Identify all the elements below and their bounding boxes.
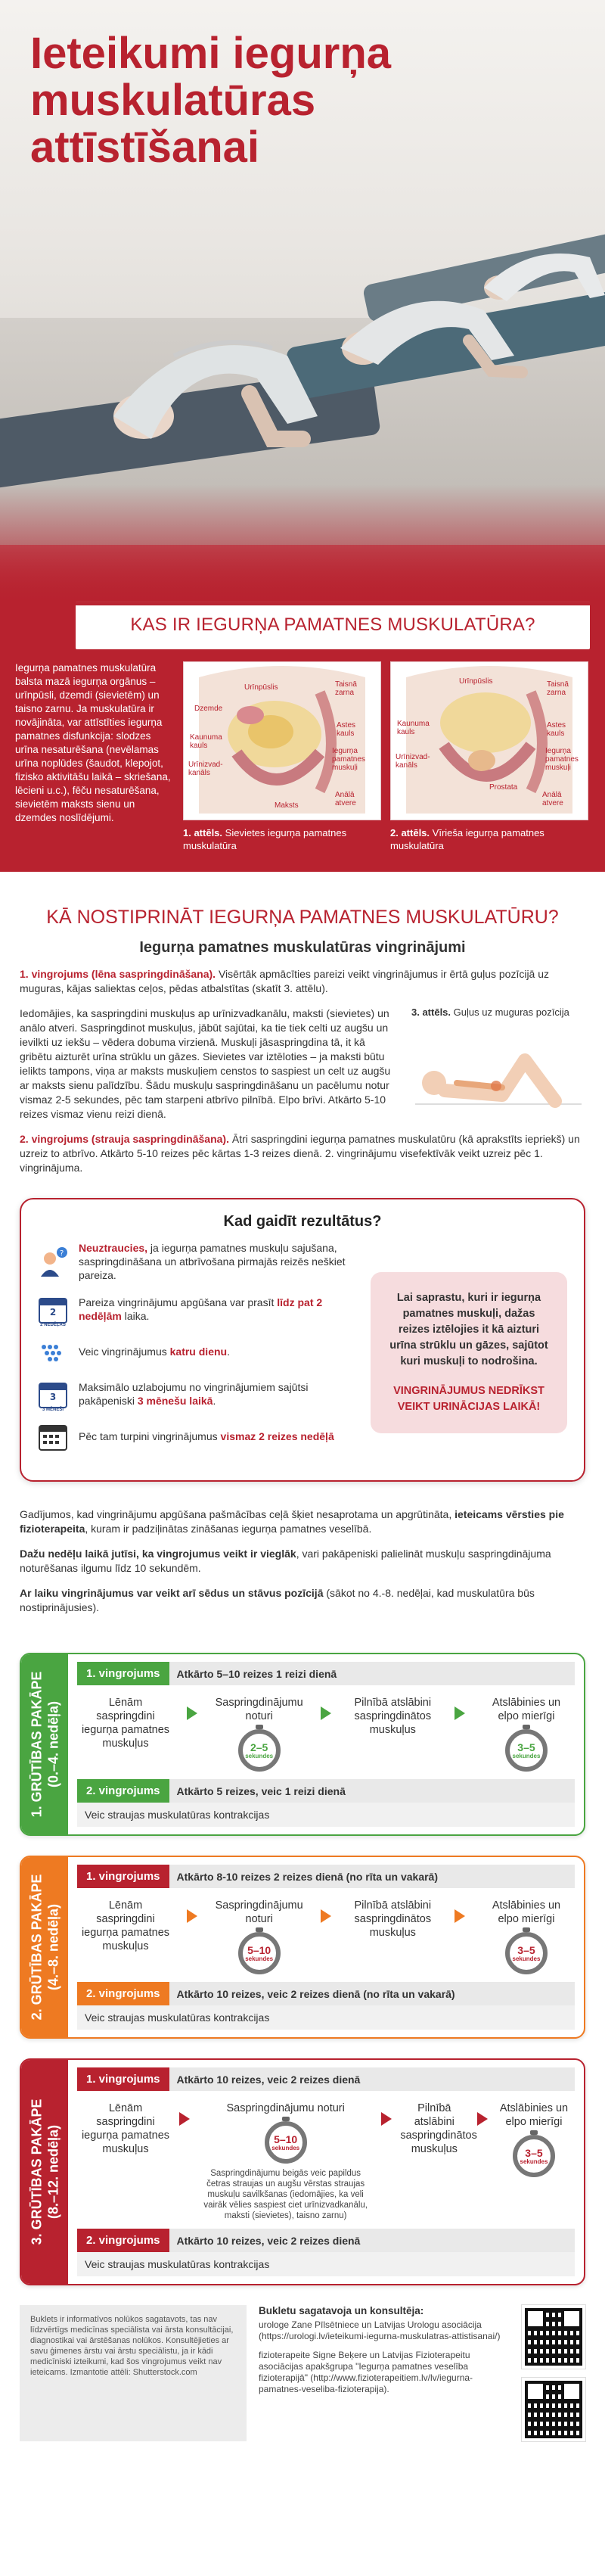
after-p3-a: Ar laiku vingrinājumus var veikt arī sēdus un stāvus pozīcijā bbox=[20, 1587, 324, 1599]
stage-2-ex2-header bbox=[77, 1982, 575, 2005]
stage-2-timer-1-value: 5–10 bbox=[247, 1943, 271, 1956]
after-paragraph-2 bbox=[20, 1547, 585, 1576]
label-vagina: Maksts bbox=[275, 801, 299, 810]
stage-2-step-2 bbox=[214, 1899, 305, 1974]
footer-credit-1: urologe Zane Pīlsētniece un Latvijas Urologu asociācija (https://urologi.lv/ieteikumi-iegurna-muskulatras-attistisanai/) bbox=[259, 2319, 501, 2341]
tip-2-bold: līdz pat 2 nedēļām bbox=[79, 1296, 323, 1322]
results-box bbox=[20, 1198, 585, 1482]
footer bbox=[0, 2305, 605, 2441]
stage-1-step-2-text: Saspringdinājumu noturi bbox=[215, 1697, 303, 1722]
results-body bbox=[38, 1241, 567, 1464]
label-uterus: Dzemde bbox=[194, 705, 223, 713]
arrow-right-icon bbox=[321, 1909, 331, 1923]
figure-1-number: 1. attēls. bbox=[183, 827, 223, 838]
stage-2-step-3: Pilnībā atslābini saspringdinātos muskuļus bbox=[354, 1899, 432, 1939]
label-prostate: Prostata bbox=[489, 783, 518, 792]
tip-3-bold: katru dienu bbox=[169, 1346, 228, 1358]
figure-3 bbox=[411, 996, 585, 1122]
exercise-2-intro-text: Ātri saspringdini iegurņa pamatnes muskulatūru (kā aprakstīts iepriekš) un uzreiz to atbrīvo. Atkārto 5-10 reizes pēc kārtas 1-3 reizes dienā. 2. vingrinājumu visefektīvāk veikt uzreiz pēc 1. vingrinājuma. bbox=[20, 1133, 580, 1174]
footer-credits bbox=[259, 2305, 510, 2441]
stage-3-timer-1-value: 5–10 bbox=[274, 2133, 298, 2145]
label-urethra: Urīnizvad-kanāls bbox=[396, 753, 430, 770]
stage-1-step-3: Pilnībā atslābini saspringdinātos muskuļus bbox=[354, 1697, 432, 1736]
arrow-right-icon bbox=[455, 1706, 465, 1720]
after-paragraph-1 bbox=[20, 1507, 585, 1536]
stage-2-step-4-text: Atslābinies un elpo mierīgi bbox=[492, 1899, 561, 1925]
stage-2-ex2-pill: 2. vingrojums bbox=[77, 1982, 169, 2005]
stage-2-ex1-pill: 1. vingrojums bbox=[77, 1865, 169, 1888]
label-coccyx: Astes kauls bbox=[337, 721, 356, 738]
footer-qr-codes bbox=[522, 2305, 585, 2441]
results-tips bbox=[38, 1241, 355, 1464]
hero-title-line-2: muskulatūras bbox=[30, 76, 316, 125]
tip-4-bold: 3 mēnešu laikā bbox=[137, 1395, 213, 1407]
after-p1-b: ieteicams vērsties pie fizioterapeita bbox=[20, 1508, 564, 1535]
stage-3-timer-2-unit: sekundes bbox=[520, 2158, 548, 2165]
hero-title-line-3: attīstīšanai bbox=[30, 123, 259, 172]
stage-2-step-2-text: Saspringdinājumu noturi bbox=[215, 1899, 303, 1925]
after-p3-b: (sākot no 4.-8. nedēļai, kad muskulatūra būs nostiprinājusies). bbox=[20, 1587, 535, 1613]
svg-text:?: ? bbox=[60, 1249, 64, 1258]
tip-5-body: Pēc tam turpini vingrinājumus bbox=[79, 1430, 221, 1442]
figure-3-caption bbox=[411, 1006, 585, 1018]
stage-1-ex2-pill: 2. vingrojums bbox=[77, 1779, 169, 1803]
hero-fade bbox=[0, 484, 605, 605]
stage-1-timer-1-unit: sekundes bbox=[245, 1752, 274, 1759]
stage-2-timer-1-unit: sekundes bbox=[245, 1955, 274, 1962]
stage-1-step-4 bbox=[481, 1696, 572, 1772]
stage-3-side-line-1: 3. GRŪTĪBAS PAKĀPE bbox=[29, 2098, 45, 2245]
stage-2 bbox=[20, 1856, 585, 2039]
label-rectum: Taisnā zarna bbox=[335, 680, 357, 697]
hero-banner bbox=[0, 0, 605, 605]
male-anatomy-illustration bbox=[390, 661, 588, 820]
tip-5-bold: vismaz 2 reizes nedēļā bbox=[220, 1430, 334, 1442]
stage-1-ex1-text: Atkārto 5–10 reizes 1 reizi dienā bbox=[176, 1667, 337, 1680]
stage-3-main bbox=[68, 2060, 584, 2284]
question-person-icon bbox=[38, 1246, 68, 1277]
stage-2-step-1: Lēnām saspringdini iegurņa pamatnes muskuļus bbox=[81, 1899, 170, 1952]
section-what-is-heading: KAS IR IEGURŅA PAMATNES MUSKULATŪRA? bbox=[76, 601, 590, 649]
after-p1-a: Gadījumos, kad vingrinājumu apgūšana pašmācības ceļā šķiet nesaprotama un apgrūtināta, bbox=[20, 1508, 455, 1520]
stopwatch-icon bbox=[265, 2121, 307, 2164]
stage-3-ex1-header bbox=[77, 2067, 575, 2091]
stage-3 bbox=[20, 2058, 585, 2285]
after-p2-b: , vari pakāpeniski palielināt muskuļu saspringdinājuma noturēšanas ilgumu līdz 10 sekundēm. bbox=[20, 1548, 551, 1574]
label-urethra: Urīnizvad-kanāls bbox=[188, 761, 223, 777]
stage-1 bbox=[20, 1653, 585, 1836]
svg-text:2: 2 bbox=[49, 1307, 57, 1318]
tip-5-text bbox=[79, 1430, 334, 1443]
stage-3-ex2-header bbox=[77, 2229, 575, 2252]
stage-2-timer-2-value: 3–5 bbox=[517, 1943, 535, 1956]
tip-2-text bbox=[79, 1296, 355, 1323]
lying-position-illustration bbox=[411, 1022, 585, 1113]
stage-1-step-2 bbox=[214, 1696, 305, 1772]
arrow-right-icon bbox=[187, 1909, 197, 1923]
tip-2-tail: laika. bbox=[121, 1310, 150, 1322]
section-what-is bbox=[0, 605, 605, 872]
figure-3-number: 3. attēls. bbox=[411, 1006, 451, 1018]
stage-2-ex2-description: Veic straujas muskulatūras kontrakcijas bbox=[77, 2005, 575, 2030]
hero-exercise-illustration bbox=[0, 166, 605, 499]
stage-3-side-line-2: (8.–12. nedēļa) bbox=[45, 2124, 61, 2220]
exercise-2-label: 2. vingrojums (strauja saspringdināšana). bbox=[20, 1133, 229, 1145]
section-how-to-title: KĀ NOSTIPRINĀT IEGURŅA PAMATNES MUSKULATŪRU? bbox=[46, 907, 559, 928]
results-title: Kad gaidīt rezultātus? bbox=[223, 1213, 382, 1230]
exercise-1-detail: Iedomājies, ka saspringdini muskuļus ap urīnizvadkanālu, maksti (sievietes) un anālo atveri. Saspringdinot muskuļus, jābūt sajūtai, ka tie tiek celti uz augšu un ievilkti uz iekšu – vēdera dobuma virzienā. Muskuļi jāsaspringdina tā, it kā gribētu aizturēt urīna strūklu un gāzes. Sievietes var iztēloties – ja maksti būtu ielikts tampons, viņa ar maksts muskuļiem censtos to saspiest un celt uz augšu ar maksts sienu palīdzību. Šādu muskuļu saspringdināšanu un pacēlumu notur vismaz 2-5 sekundes, pēc tam starpeni atbrīvo pilnībā. Elpo brīvi. Atkārto 5-10 reizes vismaz vienu reizi dienā. bbox=[20, 1007, 391, 1120]
stopwatch-icon bbox=[513, 2135, 555, 2177]
exercise-1-intro bbox=[20, 967, 585, 996]
figure-1 bbox=[183, 661, 381, 852]
stage-1-side-line-1: 1. GRŪTĪBAS PAKĀPE bbox=[29, 1671, 45, 1818]
section-how-to-subtitle: Iegurņa pamatnes muskulatūras vingrinājumi bbox=[139, 939, 466, 956]
arrow-right-icon bbox=[187, 1706, 197, 1720]
arrow-right-icon bbox=[381, 2112, 392, 2126]
figure-2 bbox=[390, 661, 588, 852]
stopwatch-icon bbox=[505, 1932, 548, 1974]
label-pubic: Kaunuma kauls bbox=[190, 733, 222, 750]
tip-callout-warning: VINGRINĀJUMUS NEDRĪKST VEIKT URINĀCIJAS LAIKĀ! bbox=[393, 1384, 544, 1413]
tip-2 bbox=[38, 1294, 355, 1327]
stopwatch-icon bbox=[505, 1729, 548, 1772]
tip-1-bold: Neuztraucies, bbox=[79, 1242, 148, 1254]
tip-4-body: Maksimālo uzlabojumu no vingrinājumiem sajūtsi pakāpeniski bbox=[79, 1381, 309, 1407]
calendar-3months-icon bbox=[38, 1379, 68, 1412]
stages bbox=[0, 1653, 605, 2285]
after-p2-a: Dažu nedēļu laikā jutīsi, ka vingrojumus veikt ir vieglāk bbox=[20, 1548, 296, 1560]
stage-3-step-4-text: Atslābinies un elpo mierīgi bbox=[499, 2102, 569, 2128]
stage-3-ex2-pill: 2. vingrojums bbox=[77, 2229, 169, 2252]
label-pubic: Kaunuma kauls bbox=[397, 720, 430, 736]
stage-3-side bbox=[21, 2060, 68, 2284]
stage-3-timer-2-value: 3–5 bbox=[525, 2146, 543, 2159]
tip-3 bbox=[38, 1336, 355, 1367]
calendar-icon bbox=[38, 1421, 68, 1451]
stage-2-step-4 bbox=[481, 1899, 572, 1974]
exercise-2-intro bbox=[20, 1132, 585, 1175]
arrow-right-icon bbox=[455, 1909, 465, 1923]
label-rectum: Taisnā zarna bbox=[547, 680, 569, 697]
label-pelvic: Iegurņa pamatnes muskuļi bbox=[545, 747, 579, 772]
stage-3-step-3: Pilnībā atslābini saspringdinātos muskuļus bbox=[400, 2102, 477, 2155]
tip-1-text bbox=[79, 1241, 355, 1282]
calendar-2weeks-icon bbox=[38, 1294, 68, 1327]
section-what-is-body bbox=[15, 661, 590, 852]
woman-bridge-figure-2 bbox=[340, 301, 522, 372]
tip-2-body: Pareiza vingrinājumu apgūšana var prasīt bbox=[79, 1296, 278, 1308]
after-p1-c: , kuram ir padziļinātas zināšanas iegurņa pamatnes veselībā. bbox=[85, 1523, 372, 1535]
stage-3-ex2-text: Atkārto 10 reizes, veic 2 reizes dienā bbox=[176, 2234, 361, 2247]
hero-title-line-1: Ieteikumi iegurņa bbox=[30, 29, 392, 78]
label-bladder: Urīnpūslis bbox=[244, 683, 278, 692]
stage-1-ex2-header bbox=[77, 1779, 575, 1803]
stage-1-flow bbox=[77, 1685, 575, 1779]
stage-3-ex1-pill: 1. vingrojums bbox=[77, 2067, 169, 2091]
stage-2-ex1-text: Atkārto 8-10 reizes 2 reizes dienā (no rīta un vakarā) bbox=[176, 1870, 439, 1883]
stage-1-step-4-text: Atslābinies un elpo mierīgi bbox=[492, 1697, 561, 1722]
arrow-right-icon bbox=[321, 1706, 331, 1720]
months-label: 3 MĒNEŠI bbox=[42, 1408, 64, 1412]
stage-2-side bbox=[21, 1857, 68, 2037]
stage-1-step-1: Lēnām saspringdini iegurņa pamatnes muskuļus bbox=[81, 1697, 170, 1750]
figure-2-caption bbox=[390, 826, 588, 852]
label-anus: Anālā atvere bbox=[335, 791, 356, 807]
footer-credit-2: fizioterapeite Signe Beķere un Latvijas Fizioterapeitu asociācijas apakšgrupa "Iegurņa pamatnes veselība fizioterapijā" (http://www.fizioterapeitiem.lv/lv/iegurna-pamatnes-veseliba-fizioterapija). bbox=[259, 2350, 473, 2394]
figure-2-caption-text: Vīrieša iegurņa pamatnes muskulatūra bbox=[390, 827, 544, 851]
stage-1-timer-1-value: 2–5 bbox=[250, 1741, 268, 1753]
exercise-1-split bbox=[20, 996, 585, 1122]
label-coccyx: Astes kauls bbox=[547, 721, 566, 738]
qr-code-urologi[interactable] bbox=[522, 2305, 585, 2369]
stage-1-ex1-header bbox=[77, 1662, 575, 1685]
stage-3-ex2-description: Veic straujas muskulatūras kontrakcijas bbox=[77, 2252, 575, 2276]
stopwatch-icon bbox=[238, 1729, 281, 1772]
stopwatch-icon bbox=[238, 1932, 281, 1974]
footer-disclaimer: Buklets ir informatīvos nolūkos sagatavots, tas nav līdzvērtīgs medicīnas speciālista vai ārsta konsultācijai, diagnostikai vai ārstēšanas nolūkos. Konsultējieties ar savu ģimenes ārstu vai ārstu speciālistu, ja ir kādi medicīniski izteikumi, kad šos vingrojumus veikt nav ieteicams. Izmantotie attēli: Shutterstock.com bbox=[20, 2305, 247, 2441]
figure-2-number: 2. attēls. bbox=[390, 827, 430, 838]
stage-1-main bbox=[68, 1654, 584, 1834]
stage-3-step-4 bbox=[496, 2102, 572, 2177]
arrow-right-icon bbox=[179, 2112, 190, 2126]
figure-3-caption-text: Guļus uz muguras pozīcija bbox=[453, 1006, 569, 1018]
label-bladder: Urīnpūslis bbox=[459, 677, 493, 686]
stage-2-main bbox=[68, 1857, 584, 2037]
stage-3-timer-1-unit: sekundes bbox=[271, 2144, 300, 2151]
tip-callout bbox=[371, 1272, 567, 1433]
tip-5 bbox=[38, 1421, 355, 1451]
weeks-label: 2 NEDĒĻAS bbox=[40, 1323, 66, 1327]
stage-3-flow bbox=[77, 2091, 575, 2229]
tip-3-tail: . bbox=[227, 1346, 230, 1358]
stage-2-ex2-text: Atkārto 10 reizes, veic 2 reizes dienā (no rīta un vakarā) bbox=[176, 1987, 455, 2000]
stage-1-side-line-2: (0.–4. nedēļa) bbox=[45, 1700, 61, 1788]
stage-2-side-line-1: 2. GRŪTĪBAS PAKĀPE bbox=[29, 1874, 45, 2021]
figure-1-caption-text: Sievietes iegurņa pamatnes muskulatūra bbox=[183, 827, 347, 851]
after-paragraph-3 bbox=[20, 1586, 585, 1615]
stage-3-note: Saspringdinājumu beigās veic papildus četras straujas un augšu vērstas straujas muskuļu savilkšanas (iedomājies, ka veli vairāk vēlies saspiest ciet urīnizvadkanālu, maksti (sievietes), taisno zarnu) bbox=[203, 2169, 368, 2220]
lying-figure bbox=[411, 1022, 585, 1113]
stage-1-ex1-pill: 1. vingrojums bbox=[77, 1662, 169, 1685]
stage-2-side-line-2: (4.–8. nedēļa) bbox=[45, 1903, 61, 1991]
tip-3-text bbox=[79, 1345, 230, 1358]
stage-2-timer-2-unit: sekundes bbox=[512, 1955, 541, 1962]
label-anus: Anālā atvere bbox=[542, 791, 563, 807]
label-pelvic: Iegurņa pamatnes muskuļi bbox=[332, 747, 365, 772]
stage-1-ex2-text: Atkārto 5 reizes, veic 1 reizi dienā bbox=[176, 1784, 346, 1797]
stage-3-step-1: Lēnām saspringdini iegurņa pamatnes muskuļus bbox=[81, 2102, 170, 2155]
hero-title bbox=[30, 30, 391, 171]
exercise-1-intro-text: Visērtāk apmācīties pareizi veikt vingrinājumus ir ērtā guļus pozīcijā uz muguras, kājas saliektas ceļos, pēdas atbalstītas (skatīt 3. attēlu). bbox=[20, 968, 550, 994]
dots-icon bbox=[38, 1336, 68, 1367]
section-how-to bbox=[0, 872, 605, 1615]
stage-2-ex1-header bbox=[77, 1865, 575, 1888]
stage-3-step-2 bbox=[199, 2102, 373, 2221]
arrow-right-icon bbox=[477, 2112, 488, 2126]
tip-callout-text: Lai saprastu, kuri ir iegurņa pamatnes muskuļi, dažas reizes iztēlojies it kā aizturi urīna strūklu un gāzes, sajūtot kuri muskuļi to nodrošina. bbox=[389, 1291, 548, 1367]
qr-code-fizioterapeiti[interactable] bbox=[522, 2378, 585, 2441]
tip-4-tail: . bbox=[213, 1395, 216, 1407]
svg-text:3: 3 bbox=[49, 1392, 57, 1402]
tip-4 bbox=[38, 1379, 355, 1412]
stage-3-step-2-text: Saspringdinājumu noturi bbox=[226, 2102, 345, 2114]
tip-3-body: Veic vingrinājumus bbox=[79, 1346, 170, 1358]
tip-4-text bbox=[79, 1380, 355, 1408]
woman-bridge-figure-3 bbox=[484, 254, 605, 301]
exercise-1-label: 1. vingrojums (lēna saspringdināšana). bbox=[20, 968, 216, 980]
stage-1-timer-2-value: 3–5 bbox=[517, 1741, 535, 1753]
stage-3-ex1-text: Atkārto 10 reizes, veic 2 reizes dienā bbox=[176, 2073, 361, 2086]
stage-1-timer-2-unit: sekundes bbox=[512, 1752, 541, 1759]
stage-1-side bbox=[21, 1654, 68, 1834]
tip-1 bbox=[38, 1241, 355, 1282]
footer-credits-heading: Bukletu sagatavoja un konsultēja: bbox=[259, 2305, 424, 2316]
female-anatomy-illustration bbox=[183, 661, 381, 820]
tip-1-body: ja iegurņa pamatnes muskuļu sajušana, saspringdināšana un atbrīvošana pirmajās reizēs neškiet pareiza. bbox=[79, 1242, 346, 1281]
stage-1-ex2-description: Veic straujas muskulatūras kontrakcijas bbox=[77, 1803, 575, 1827]
woman-bridge-figure-1 bbox=[113, 342, 318, 439]
stage-2-flow bbox=[77, 1888, 575, 1982]
figure-1-caption bbox=[183, 826, 381, 852]
section-what-is-text: Iegurņa pamatnes muskulatūra balsta mazā iegurņa orgānus – urīnpūsli, dzemdi (sievietēm) un taisno zarnu. Ja muskulatūra ir novājināta, var attīstīties iegurņa pamatnes disfunkcija: slodzes urīna nesaturēšana (nevēlamas urīna noplūdes (šaudot, klepojot, fizisko aktivitāšu laikā – skriešana, lēcieni u.c.), fēču nesaturēšana, sievietēm maksts sienu un dzemdes noslīdējumi. bbox=[15, 662, 171, 823]
